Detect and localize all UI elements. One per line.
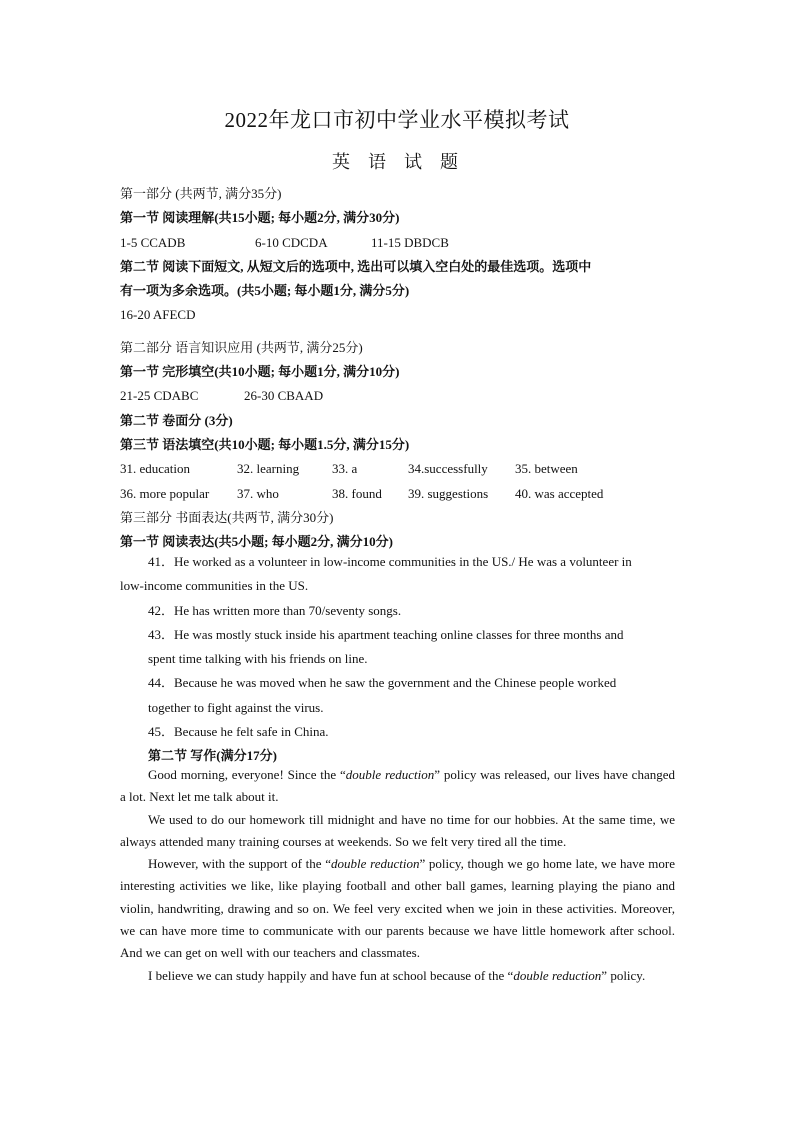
grammar-answers-row2	[120, 482, 676, 506]
answer-43-line1: 43．He was mostly stuck inside his apartment teaching online classes for three months and	[148, 626, 624, 642]
answer-44-line2: together to fight against the virus.	[148, 699, 324, 715]
part3-section1-heading: 第一节 阅读表达(共5小题; 每小题2分, 满分10分)	[120, 534, 393, 550]
essay-paragraph-2: We used to do our homework till midnight and have no time for our hobbies. At the same time, we always attended many training courses at weekends. So we felt very tired all the time.	[120, 811, 675, 849]
part2-section2-heading: 第二节 卷面分 (3分)	[120, 412, 233, 428]
part3-heading: 第三部分 书面表达(共两节, 满分30分)	[120, 509, 334, 525]
part1-section2-heading-line2: 有一项为多余选项。(共5小题; 每小题1分, 满分5分)	[120, 283, 410, 299]
part2-heading: 第二部分 语言知识应用 (共两节, 满分25分)	[120, 339, 363, 355]
part1-section2-answers: 16-20 AFECD	[120, 307, 196, 323]
grammar-answer: 32. learning	[237, 461, 300, 477]
essay-paragraph-3: However, with the support of the “double reduction” policy, though we go home late, we have more interesting activities we like, like playing football and other ball games, learning playing the piano and violin, handwriting, drawing and so on. We feel very excited when we join in these activities. Moreover, we can have more time to communicate with our parents because we have little homework after school. And we can get on well with our teachers and classmates.	[120, 856, 675, 961]
part1-section1-heading: 第一节 阅读理解(共15小题; 每小题2分, 满分30分)	[120, 210, 400, 226]
grammar-answer: 37. who	[237, 485, 279, 501]
grammar-answer: 33. a	[332, 461, 358, 477]
grammar-answer: 36. more popular	[120, 485, 210, 501]
grammar-answer: 40. was accepted	[515, 485, 604, 501]
part1-section1-answers	[120, 231, 676, 255]
writing-sample-essay	[120, 764, 675, 987]
answer-44-line1: 44．Because he was moved when he saw the government and the Chinese people worked	[148, 675, 617, 691]
answer-group: 6-10 CDCDA	[255, 234, 328, 250]
answer-group: 11-15 DBDCB	[371, 234, 449, 250]
essay-paragraph-4: I believe we can study happily and have fun at school because of the “double reduction” policy.	[148, 967, 646, 983]
answer-43-line2: spent time talking with his friends on line.	[148, 651, 368, 667]
part1-section2-heading-line1: 第二节 阅读下面短文, 从短文后的选项中, 选出可以填入空白处的最佳选项。选项中	[120, 258, 592, 274]
reading-expression-answers	[120, 550, 675, 769]
page-title: 2022年龙口市初中学业水平模拟考试	[224, 108, 570, 132]
page-subtitle: 英语试题	[332, 152, 476, 172]
grammar-answer: 38. found	[332, 485, 382, 501]
answer-45: 45．Because he felt safe in China.	[148, 724, 329, 740]
answer-group: 1-5 CCADB	[120, 234, 186, 250]
answer-41-line1: 41．He worked as a volunteer in low-income communities in the US./ He was a volunteer in	[148, 554, 632, 569]
grammar-answers-row1	[120, 457, 676, 481]
part2-section1-heading: 第一节 完形填空(共10小题; 每小题1分, 满分10分)	[120, 364, 400, 380]
answer-group: 26-30 CBAAD	[244, 388, 324, 404]
part2-section3-heading: 第三节 语法填空(共10小题; 每小题1.5分, 满分15分)	[120, 436, 410, 452]
part2-section1-answers	[120, 384, 676, 408]
answer-content	[120, 182, 676, 554]
grammar-answer: 39. suggestions	[408, 485, 489, 501]
part1-heading: 第一部分 (共两节, 满分35分)	[120, 186, 282, 201]
answer-41-line2: low-income communities in the US.	[120, 578, 309, 594]
answer-group: 21-25 CDABC	[120, 388, 199, 404]
answer-42: 42．He has written more than 70/seventy songs.	[148, 602, 402, 618]
part3-section2-heading: 第二节 写作(满分17分)	[148, 748, 277, 764]
essay-paragraph-1: Good morning, everyone! Since the “double reduction” policy was released, our lives have changed a lot. Next let me talk about it.	[120, 767, 675, 805]
grammar-answer: 34.successfully	[408, 461, 488, 477]
grammar-answer: 35. between	[515, 461, 578, 477]
grammar-answer: 31. education	[120, 461, 191, 477]
